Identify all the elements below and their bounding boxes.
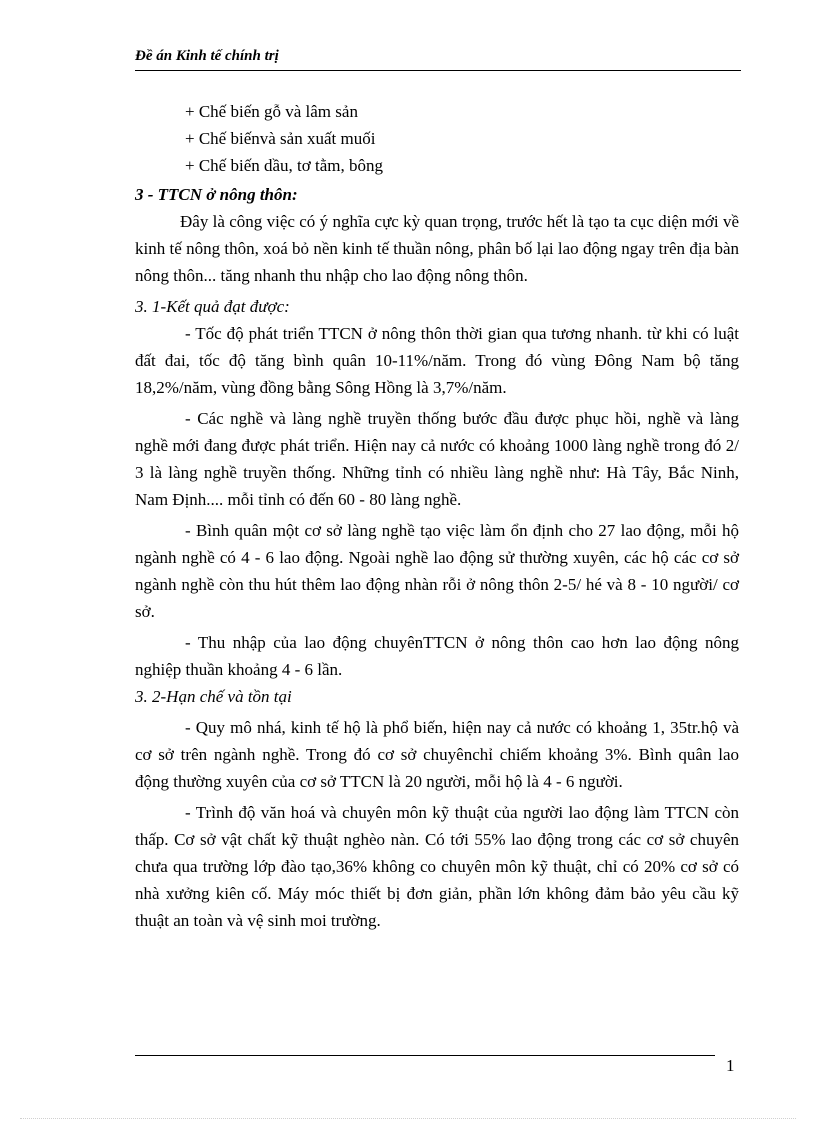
paragraph: - Thu nhập của lao động chuyênTTCN ở nông thôn cao hơn lao động nông nghiệp thuần khoảng 4 - 6 lần. <box>135 633 739 679</box>
section-3-2-heading: 3. 2-Hạn chế và tồn tại <box>135 687 292 706</box>
footer-divider <box>135 1055 715 1056</box>
paragraph: - Trình độ văn hoá và chuyên môn kỹ thuật của người lao động làm TTCN còn thấp. Cơ sở vật chất kỹ thuật nghèo nàn. Có tới 55% lao động trong các cơ sở chuyên chưa qua trường lớp đào tạo,36% không co chuyên môn kỹ thuật, chỉ có 20% cơ sở có nhà xưởng kiên cố. Máy móc thiết bị đơn giản, phần lớn không đảm bảo yêu cầu kỹ thuật an toàn và vệ sinh moi trường. <box>135 803 739 930</box>
paragraph: - Các nghề và làng nghề truyền thống bước đầu được phục hồi, nghề và làng nghề mới đang được phát triển. Hiện nay cả nước có khoảng 1000 làng nghề trong đó 2/ 3 là làng nghề truyền thống. Những tỉnh có nhiều làng nghề như: Hà Tây, Bắc Ninh, Nam Định.... mỗi tỉnh có đến 60 - 80 làng nghề. <box>135 409 739 509</box>
section-3-heading: 3 - TTCN ở nông thôn: <box>135 185 298 204</box>
section-3-intro: Đây là công việc có ý nghĩa cực kỳ quan trọng, trước hết là tạo ta cục diện mới về kinh tế nông thôn, xoá bỏ nền kinh tế thuần nông, phân bố lại lao động ngay trên địa bàn nông thôn... tăng nhanh thu nhập cho lao động nông thôn. <box>135 212 739 285</box>
paragraph: - Quy mô nhá, kinh tế hộ là phổ biến, hiện nay cả nước có khoảng 1, 35tr.hộ và cơ sở trên ngành nghề. Trong đó cơ sở chuyênchỉ chiếm khoảng 3%. Bình quân lao động thường xuyên của cơ sở TTCN là 20 người, mỗi hộ là 4 - 6 người. <box>135 718 739 791</box>
page-header <box>135 48 741 71</box>
bullet-item: + Chế biếnvà sản xuất muối <box>185 129 376 148</box>
paragraph: - Tốc độ phát triển TTCN ở nông thôn thời gian qua tương nhanh. từ khi có luật đất đai, tốc độ tăng bình quân 10-11%/năm. Trong đó vùng Đông Nam bộ tăng 18,2%/năm, vùng đồng bằng Sông Hồng là 3,7%/năm. <box>135 324 739 397</box>
paragraph: - Bình quân một cơ sở làng nghề tạo việc làm ổn định cho 27 lao động, mỗi hộ ngành nghề có 4 - 6 lao động. Ngoài nghề lao động sử thường xuyên, các hộ các cơ sở ngành nghề còn thu hút thêm lao động nhàn rỗi ở nông thôn 2-5/ hé và 8 - 10 người/ cơ sở. <box>135 521 739 621</box>
document-body <box>135 98 739 934</box>
page-number: 1 <box>726 1056 735 1075</box>
bullet-item: + Chế biến gỗ và lâm sản <box>185 102 358 121</box>
page-edge-divider <box>20 1118 796 1119</box>
header-title: Đề án Kinh tế chính trị <box>135 48 279 64</box>
section-3-1-heading: 3. 1-Kết quả đạt được: <box>135 297 290 316</box>
bullet-item: + Chế biến dầu, tơ tằm, bông <box>185 156 383 175</box>
